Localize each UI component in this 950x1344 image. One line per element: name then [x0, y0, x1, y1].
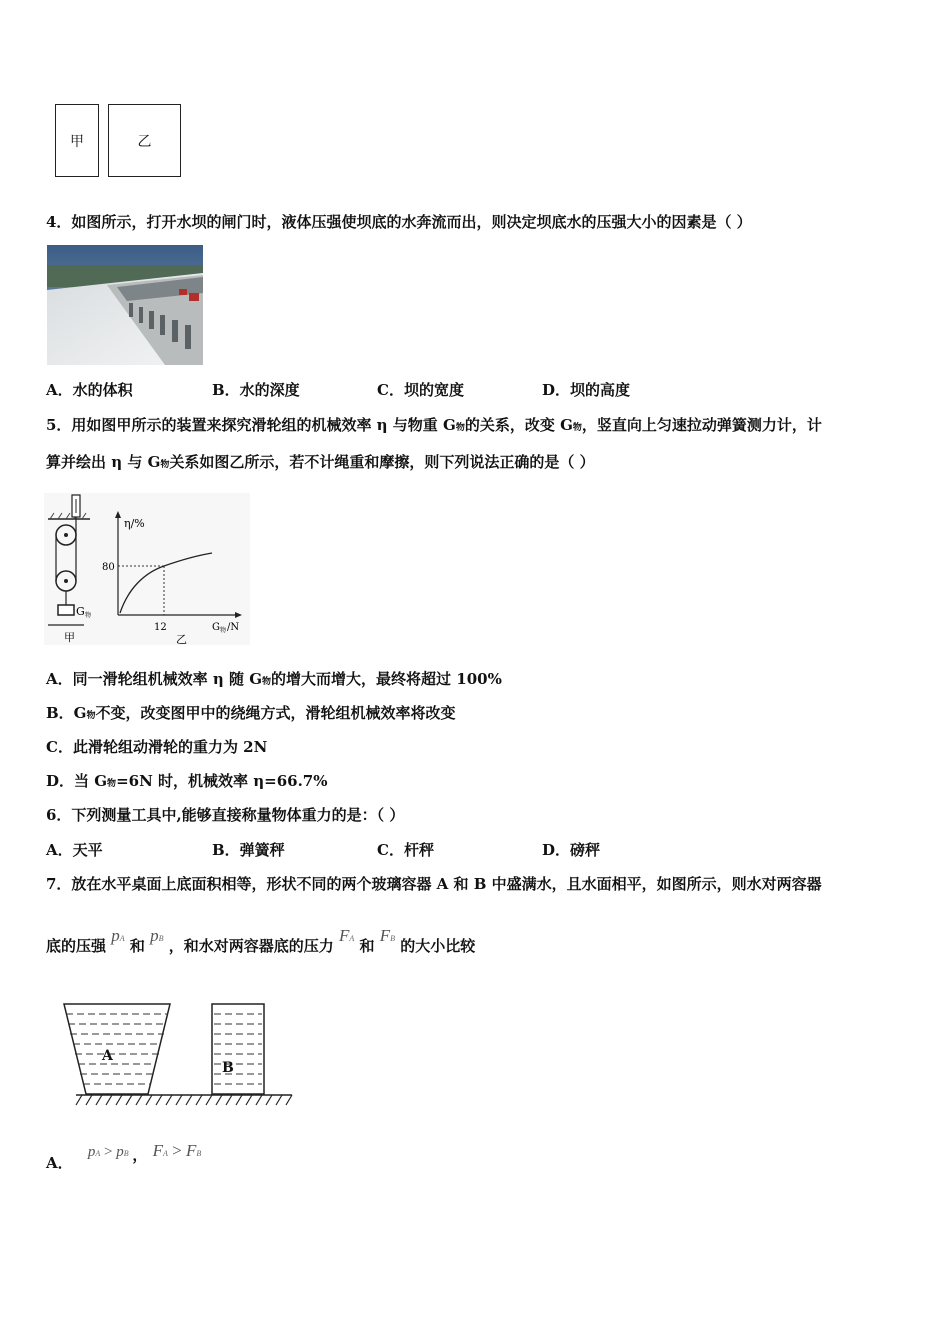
question-5-option-c: C．此滑轮组动滑轮的重力为 2N [46, 738, 268, 756]
question-4-option-b: B．水的深度 [212, 381, 300, 399]
question-7-option-a: A． pA > pB ， FA > FB [46, 1141, 202, 1172]
question-5-option-b: B．G物不变，改变图甲中的绕绳方式，滑轮组机械效率将改变 [46, 704, 456, 722]
container-a [64, 1004, 170, 1094]
question-5-option-d: D．当 G物=6N 时，机械效率 η=66.7% [46, 772, 328, 790]
x-axis-sub: 物 [220, 627, 227, 634]
question-6-option-c: C．杆秤 [377, 841, 434, 859]
box-label-jia: 甲 [70, 133, 84, 150]
container-b [212, 1004, 264, 1094]
question-6-option-b: B．弹簧秤 [212, 841, 285, 859]
weight-label: G [76, 605, 85, 618]
question-5-option-a: A．同一滑轮组机械效率 η 随 G物的增大而增大，最终将超过 100% [46, 670, 502, 688]
subscript-wu: 物 [455, 423, 465, 433]
symbol-pA: pA [111, 926, 125, 945]
question-7-line-2: 底的压强 pA 和 pB ，和水对两容器底的压力 FA 和 FB 的大小比较 [46, 926, 476, 955]
x-mark-12: 12 [154, 622, 167, 633]
question-4-option-c: C．坝的宽度 [377, 381, 464, 399]
container-b-label: B [222, 1060, 234, 1076]
formula-pA-gt-pB: pA > pB [87, 1144, 129, 1160]
symbol-FB: FB [379, 926, 396, 945]
x-axis-label: G [212, 622, 220, 633]
box-label-yi: 乙 [137, 133, 152, 150]
question-6-text: 6．下列测量工具中,能够直接称量物体重力的是：（ ） [46, 806, 405, 824]
subscript-wu: 物 [572, 423, 582, 433]
pulley-efficiency-figure [44, 493, 250, 645]
subscript-wu: 物 [160, 460, 170, 470]
dam-photo [47, 245, 203, 365]
question-7-line-1: 7．放在水平桌面上底面积相等，形状不同的两个玻璃容器 A 和 B 中盛满水，且水面相平，如图所示，则水对两容器 [46, 875, 822, 893]
weight-sub: 物 [85, 612, 92, 619]
containers-figure [60, 998, 296, 1110]
question-6-option-a: A．天平 [46, 841, 103, 859]
container-a-label: A [102, 1048, 113, 1064]
y-mark-80: 80 [102, 562, 115, 573]
y-axis-label: η/% [124, 517, 145, 530]
x-axis-unit: /N [227, 622, 240, 633]
question-5-line-2: 算并绘出 η 与 G物关系如图乙所示，若不计绳重和摩擦，则下列说法正确的是（ ） [46, 453, 595, 471]
symbol-FA: FA [339, 926, 355, 945]
question-4-option-d: D．坝的高度 [542, 381, 631, 399]
question-6-option-d: D．磅秤 [542, 841, 601, 859]
label-jia: 甲 [64, 631, 75, 644]
weight-block [58, 605, 74, 615]
question-4-text: 4．如图所示，打开水坝的闸门时，液体压强使坝底的水奔流而出，则决定坝底水的压强大小的因素是（ ） [46, 213, 752, 231]
symbol-pB: pB [150, 926, 164, 945]
figure-box-yi [108, 104, 181, 177]
question-5-line-1: 5．用如图甲所示的装置来探究滑轮组的机械效率 η 与物重 G物的关系，改变 G物，竖直向上匀速拉动弹簧测力计，计 [46, 416, 822, 434]
formula-FA-gt-FB: FA > FB [152, 1141, 202, 1160]
question-4-option-a: A．水的体积 [46, 381, 133, 399]
label-yi: 乙 [176, 633, 187, 645]
figure-box-jia [55, 104, 99, 177]
